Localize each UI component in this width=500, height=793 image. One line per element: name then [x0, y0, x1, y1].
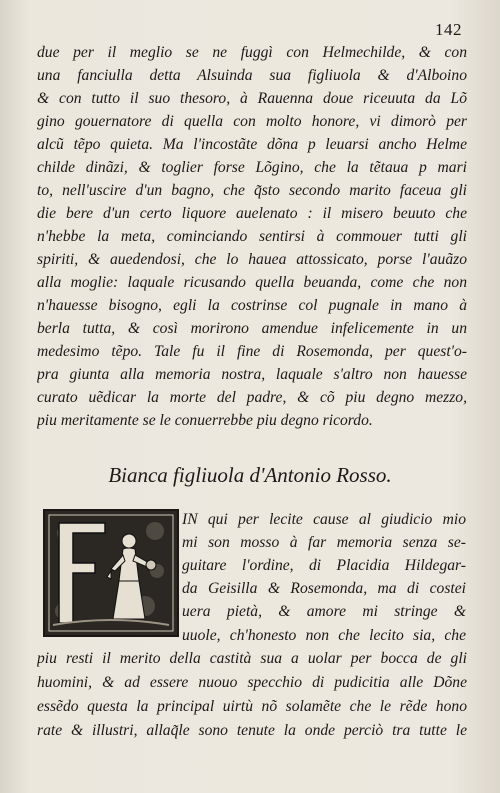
woodcut-illustration — [45, 511, 177, 635]
text-line: mi son mosso à far memoria senza se- — [182, 534, 466, 551]
text-line: alla moglie: laquale ricusando quella beuanda, come che non — [37, 274, 467, 291]
text-line: piu meritamente se le conuerrebbe piu degno ricordo. — [37, 412, 373, 429]
text-line: spiriti, & auedendosi, che lo hauea attossicato, porse l'auãzo — [37, 251, 467, 268]
text-line: due per il meglio se ne fuggì con Helmechilde, & con — [37, 44, 467, 61]
text-line: uuole, ch'honesto non che lecito sia, che — [182, 627, 466, 644]
text-line: piu resti il merito della castità sua a uolar per bocca de gli — [37, 650, 467, 667]
text-line: gino gouernatore di quella con molto honore, vi dimorò per — [37, 113, 467, 130]
text-line: curato uẽdicar la morte del padre, & cõ piu degno mezzo, — [37, 389, 467, 406]
decorated-initial — [43, 509, 179, 637]
text-line: rate & illustri, allaq̃le sono tenute la onde perciò tra tutte le — [37, 722, 467, 739]
text-line: childe dinãzi, & toglier forse Lõgino, che la tẽtaua p mari — [37, 159, 467, 176]
text-line: n'hauesse bisogno, egli la costrinse col pugnale in mano à — [37, 297, 467, 314]
text-line: uera pietà, & amore mi stringe & — [182, 603, 466, 620]
text-line: da Geisilla & Rosemonda, ma di costei — [182, 580, 466, 597]
text-line: una fanciulla detta Alsuinda sua figliuola & d'Alboino — [37, 67, 467, 84]
text-line: berla tutta, & così morirono amendue infelicemente in un — [37, 320, 467, 337]
section-heading: Bianca figliuola d'Antonio Rosso. — [108, 463, 392, 487]
text-line: guitare l'ordine, di Placidia Hildegar- — [182, 557, 466, 574]
text-line: IN qui per lecite cause al giudicio mio — [182, 511, 466, 528]
text-line: & con tutto il suo thesoro, à Rauenna doue riceuuta da Lõ — [37, 90, 467, 107]
text-line: pra giunta alla memoria nostra, laquale s'altro non hauesse — [37, 366, 467, 383]
text-line: essẽdo questa la principal uirtù nõ solamẽte che le rẽde hono — [37, 698, 467, 715]
text-line: medesimo tẽpo. Tale fu il fine di Rosemonda, per quest'o- — [37, 343, 467, 360]
text-line: huomini, & ad essere nuouo specchio di pudicitia alle Dõne — [37, 674, 467, 691]
page-number: 142 — [435, 20, 462, 39]
text-line: n'hebbe la meta, cominciando sentirsi à commouer tutti gli — [37, 228, 467, 245]
text-line: alcũ tẽpo quieta. Ma l'incostãte dõna p leuarsi ancho Helme — [37, 136, 467, 153]
text-line: die bere d'un certo liquore auelenato : il misero beuuto che — [37, 205, 467, 222]
text-line: to, nell'uscire d'un bagno, che q̃sto secondo marito faceua gli — [37, 182, 467, 199]
